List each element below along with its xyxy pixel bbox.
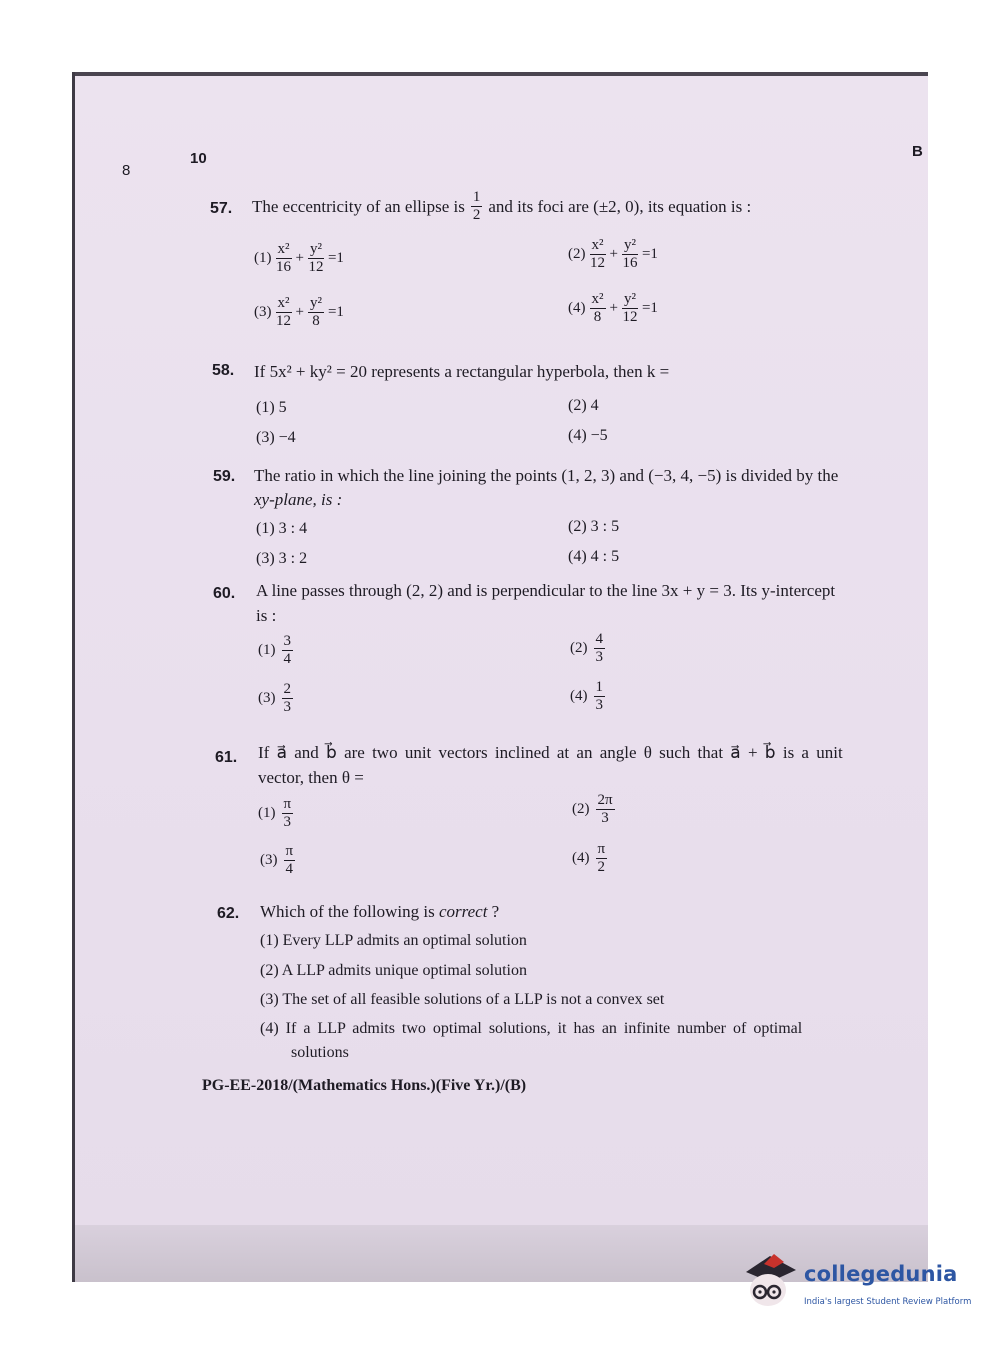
- mascot-icon: [740, 1252, 802, 1312]
- q60-option-1: [258, 634, 293, 667]
- option-label: (3): [258, 690, 276, 706]
- q59-option-3: (3) 3 : 2: [256, 550, 308, 567]
- frac-num: x²: [591, 291, 604, 307]
- logo-tagline: India's largest Student Review Platform: [804, 1297, 972, 1307]
- option-label: (1): [258, 642, 276, 658]
- q58-option-1: (1) 5: [256, 399, 287, 416]
- margin-number: 8: [122, 162, 131, 179]
- q62-number: 62.: [217, 905, 240, 922]
- q59-option-4: (4) 4 : 5: [568, 548, 620, 565]
- frac-num: x²: [277, 295, 290, 311]
- option-rhs: =1: [641, 246, 658, 262]
- q59-line-2: xy-plane, is :: [254, 490, 343, 509]
- frac-num: 1: [595, 679, 603, 695]
- q60-number: 60.: [213, 585, 236, 602]
- q57-option-3: (3) $\frac{\text{x²}}{12}$ + $\frac{\text{y²}}{8}$ =1: [254, 295, 344, 329]
- frac-den: 16: [276, 259, 291, 275]
- frac-num: π: [283, 796, 292, 812]
- frac-num: 2: [283, 681, 291, 697]
- option-label: (3): [260, 852, 278, 868]
- page-number: 10: [190, 150, 207, 167]
- q57-stem: [252, 190, 751, 223]
- frac-den: 12: [276, 313, 291, 329]
- q61-option-3: [260, 844, 295, 877]
- frac-den: 12: [622, 309, 638, 325]
- frac-den: 3: [601, 810, 609, 826]
- q57-half-fraction: [471, 190, 483, 223]
- frac-den: 3: [595, 697, 603, 713]
- frac-den: 16: [622, 255, 638, 271]
- option-label: (4): [568, 300, 586, 316]
- q57-option-2: (2) $\frac{\text{x²}}{12}$ + $\frac{\text{y²}}{16}$ =1: [568, 237, 658, 271]
- exam-page: [72, 72, 928, 1282]
- q60-option-4: [570, 680, 605, 713]
- q61-option-2: [572, 793, 615, 826]
- frac-den: 12: [308, 259, 324, 275]
- q57-option-1: (1) $\frac{\text{x²}}{16}$ + $\frac{\text{y²}}{12}$ =1: [254, 241, 344, 275]
- series-mark: B: [912, 143, 923, 160]
- q62-emphasis: correct: [438, 902, 488, 921]
- frac-num: 2π: [597, 792, 613, 808]
- q61-option-1: [258, 797, 293, 830]
- q58-option-2: (2) 4: [568, 397, 599, 414]
- q62-text-b: ?: [487, 902, 500, 921]
- q57-text-a: The eccentricity of an ellipse is: [252, 196, 465, 216]
- frac-den: 4: [285, 861, 294, 877]
- frac-num: 3: [283, 633, 291, 649]
- option-label: (2): [568, 246, 586, 262]
- half-num: 1: [472, 189, 481, 205]
- option-label: (3): [254, 304, 272, 320]
- logo-wordmark: collegedunia: [804, 1262, 958, 1286]
- q62-text-a: Which of the following is: [260, 902, 439, 921]
- q58-option-4: (4) −5: [568, 427, 608, 444]
- half-den: 2: [472, 207, 481, 223]
- q62-stem: [260, 902, 499, 922]
- q57-number: 57.: [210, 200, 233, 217]
- frac-den: 3: [283, 699, 291, 715]
- option-label: (2): [570, 640, 588, 656]
- q59-number: 59.: [213, 468, 236, 485]
- frac-den: 2: [597, 859, 606, 875]
- q61-number: 61.: [215, 749, 238, 766]
- page-left-edge: [72, 72, 75, 1282]
- option-label: (1): [254, 250, 272, 266]
- option-rhs: =1: [327, 304, 344, 320]
- frac-num: 4: [595, 631, 603, 647]
- frac-den: 8: [593, 309, 602, 325]
- q59-option-1: (1) 3 : 4: [256, 520, 308, 537]
- q58-number: 58.: [212, 362, 235, 379]
- q62-option-1: (1) Every LLP admits an optimal solution: [260, 932, 527, 949]
- frac-den: 3: [283, 814, 292, 830]
- option-label: (4): [572, 850, 590, 866]
- q62-option-2: (2) A LLP admits unique optimal solution: [260, 962, 527, 979]
- q59-option-2: (2) 3 : 5: [568, 518, 620, 535]
- q58-text: If 5x² + ky² = 20 represents a rectangular hyperbola, then k =: [254, 362, 670, 381]
- frac-den: 8: [312, 313, 320, 329]
- frac-num: π: [597, 841, 606, 857]
- frac-num: π: [285, 843, 294, 859]
- q62-option-3: (3) The set of all feasible solutions of a LLP is not a convex set: [260, 991, 665, 1008]
- q60-line-2: is :: [256, 606, 277, 625]
- q61-option-4: [572, 842, 607, 875]
- q60-line-1: A line passes through (2, 2) and is perpendicular to the line 3x + y = 3. Its y-intercept: [256, 581, 836, 600]
- collegedunia-logo: [740, 1252, 970, 1322]
- option-label: (4): [570, 688, 588, 704]
- option-label: (1): [258, 805, 276, 821]
- exam-code-footer: PG-EE-2018/(Mathematics Hons.)(Five Yr.)/(B): [202, 1077, 527, 1094]
- option-rhs: =1: [641, 300, 658, 316]
- frac-num: x²: [277, 241, 290, 257]
- q60-option-3: [258, 682, 293, 715]
- frac-num: y²: [309, 241, 322, 257]
- q60-option-2: [570, 632, 605, 665]
- frac-num: y²: [309, 295, 322, 311]
- q61-line-1: If a⃗ and b⃗ are two unit vectors inclined at an angle θ such that a⃗ + b⃗ is a unit: [258, 743, 843, 762]
- frac-den: 3: [595, 649, 603, 665]
- frac-den: 4: [283, 651, 291, 667]
- frac-den: 12: [590, 255, 605, 271]
- q59-line-1: The ratio in which the line joining the points (1, 2, 3) and (−3, 4, −5) is divided by the: [254, 466, 839, 485]
- frac-num: y²: [623, 291, 636, 307]
- q57-option-4: (4) $\frac{\text{x²}}{8}$ + $\frac{\text{y²}}{12}$ =1: [568, 291, 658, 325]
- q62-option-4: (4) If a LLP admits two optimal solutions, it has an infinite number of optimal: [260, 1020, 803, 1037]
- option-label: (2): [572, 801, 590, 817]
- q58-option-3: (3) −4: [256, 429, 296, 446]
- frac-num: y²: [623, 237, 636, 253]
- q61-line-2: vector, then θ =: [258, 768, 364, 787]
- q62-option-4-cont: solutions: [291, 1044, 349, 1061]
- frac-num: x²: [591, 237, 604, 253]
- page-top-edge: [72, 72, 928, 76]
- q57-text-b: and its foci are (±2, 0), its equation is :: [488, 196, 752, 216]
- option-rhs: =1: [327, 250, 344, 266]
